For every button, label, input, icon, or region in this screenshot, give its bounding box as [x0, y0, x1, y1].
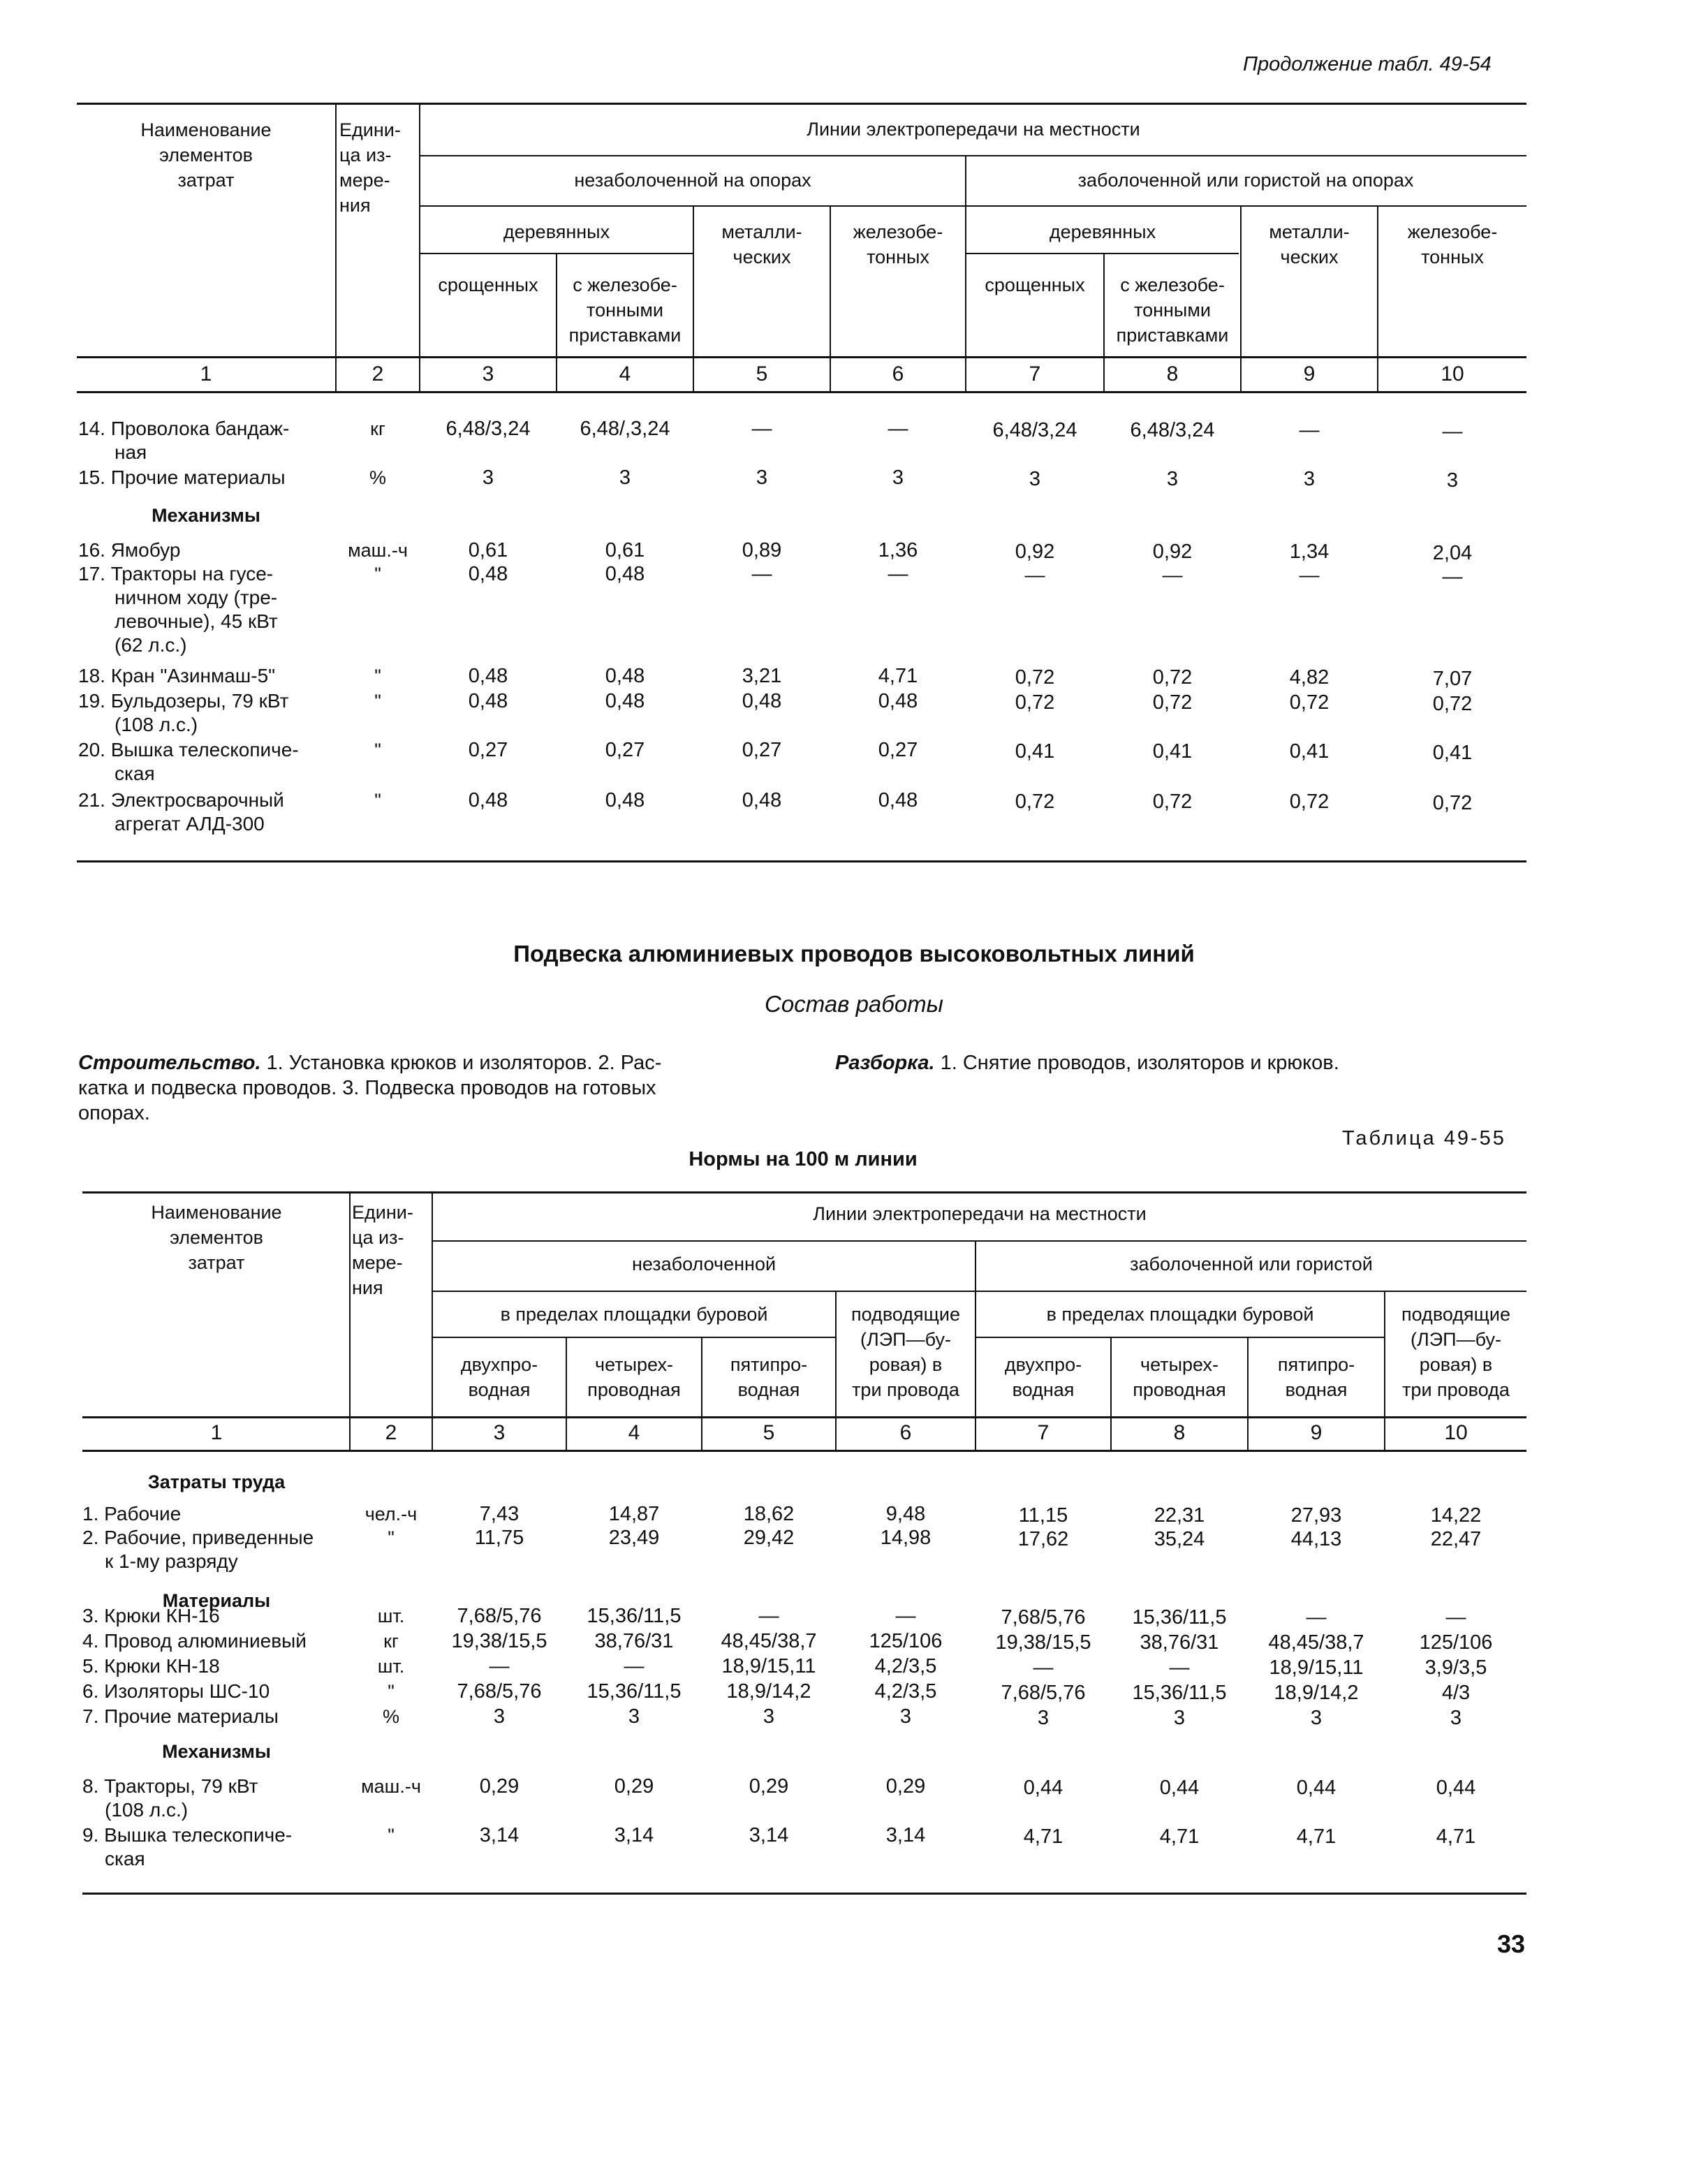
- table-cell: 38,76/31: [1140, 1631, 1219, 1654]
- t1-vrule-1: [335, 105, 337, 391]
- table-cell: 3: [763, 1705, 775, 1728]
- row-unit: ": [388, 1681, 395, 1702]
- row-unit: кг: [383, 1631, 399, 1652]
- t1-colnum-7: 7: [1029, 362, 1041, 385]
- table-cell: 3,14: [614, 1824, 654, 1846]
- table-cell: 0,72: [1152, 791, 1193, 813]
- table-cell: 44,13: [1290, 1528, 1342, 1550]
- table-cell: 3: [1037, 1707, 1050, 1729]
- table-cell: 3: [1173, 1707, 1186, 1729]
- work-composition-title: Состав работы: [765, 991, 943, 1017]
- table-cell: 4,71: [1023, 1826, 1063, 1848]
- table-cell: 0,72: [1289, 791, 1330, 813]
- table-cell: —: [1442, 420, 1463, 443]
- t1-h-wooden-b: деревянных: [1049, 221, 1156, 242]
- table-cell: 4,2/3,5: [874, 1680, 937, 1703]
- t2-bottom-rule: [82, 1893, 1526, 1895]
- construction-label: Строительство.: [78, 1052, 261, 1074]
- t1-h-name-3: затрат: [177, 170, 235, 191]
- row-label: к 1-му разряду: [105, 1550, 238, 1572]
- table-cell: 18,9/15,11: [721, 1655, 816, 1677]
- dismantle-label: Разборка.: [835, 1052, 935, 1074]
- row-label: (108 л.с.): [115, 714, 198, 735]
- table-cell: 0,44: [1023, 1777, 1063, 1799]
- row-label: левочные), 45 кВт: [115, 610, 278, 632]
- table-cell: 15,36/11,5: [587, 1680, 682, 1703]
- table-cell: 48,45/38,7: [721, 1630, 817, 1652]
- table-cell: 3,14: [885, 1824, 926, 1846]
- table-cell: —: [489, 1655, 510, 1677]
- norms-title: Нормы на 100 м линии: [689, 1148, 918, 1170]
- row-label: 21. Электросварочный: [78, 789, 284, 811]
- t2-h-two-b-1: двухпро-: [1004, 1354, 1082, 1375]
- t1-vrule-2: [419, 105, 420, 391]
- t2-colnum-7: 7: [1037, 1421, 1050, 1444]
- t2-h-five-a-1: пятипро-: [730, 1354, 808, 1375]
- t2-h-five-b-1: пятипро-: [1277, 1354, 1355, 1375]
- table-cell: 15,36/11,5: [587, 1605, 682, 1627]
- table-cell: 0,72: [1015, 666, 1055, 689]
- table-cell: 0,72: [1152, 666, 1193, 689]
- row-unit: маш.-ч: [348, 540, 408, 561]
- row-label: 20. Вышка телескопиче-: [78, 739, 299, 761]
- t1-h-unswamped: незаболоченной на опорах: [574, 170, 811, 191]
- table-cell: 7,68/5,76: [457, 1680, 542, 1703]
- table-cell: 19,38/15,5: [451, 1630, 547, 1652]
- t2-h-leading-b-4: три провода: [1402, 1379, 1510, 1400]
- t1-h-wooden-a: деревянных: [503, 221, 610, 242]
- row-label: 3. Крюки КН-16: [82, 1605, 220, 1626]
- t1-colnum-3: 3: [482, 362, 494, 385]
- table-cell: 0,48: [878, 690, 918, 712]
- t2-vrule-1: [349, 1193, 351, 1450]
- t1-h-with-b-2: тонными: [1134, 300, 1211, 321]
- t2-h-unit-1: Едини-: [352, 1202, 413, 1223]
- table-cell: 19,38/15,5: [995, 1631, 1091, 1654]
- row-label: 4. Провод алюминиевый: [82, 1630, 307, 1652]
- table-cell: 22,47: [1430, 1528, 1482, 1550]
- table-cell: 7,68/5,76: [457, 1605, 542, 1627]
- t2-h-leading-a-3: ровая) в: [869, 1354, 943, 1375]
- table-cell: 0,48: [468, 665, 508, 687]
- t2-h-leading-a-4: три провода: [852, 1379, 959, 1400]
- row-label: 7. Прочие материалы: [82, 1705, 279, 1727]
- t2-h-leading-a-2: (ЛЭП—бу-: [860, 1329, 951, 1350]
- table-cell: 0,27: [742, 739, 782, 761]
- row-unit: шт.: [377, 1606, 405, 1626]
- table-cell: 125/106: [869, 1630, 943, 1652]
- t1-h-concrete-a-2: тонных: [867, 247, 929, 267]
- continuation-label: Продолжение табл. 49-54: [1243, 53, 1492, 75]
- t2-h-four-a-1: четырех-: [595, 1354, 673, 1375]
- table-cell: 6,48/3,24: [992, 419, 1077, 441]
- table-cell: 3: [892, 467, 904, 489]
- t1-h-lines: Линии электропередачи на местности: [807, 119, 1140, 140]
- t1-colnum-4: 4: [619, 362, 631, 385]
- row-unit: ": [374, 790, 381, 811]
- table-cell: 15,36/11,5: [1132, 1606, 1227, 1629]
- table-cell: 22,31: [1154, 1504, 1205, 1527]
- table-cell: 3: [899, 1705, 912, 1728]
- table-cell: 0,29: [614, 1775, 654, 1798]
- t1-colnum-1: 1: [200, 362, 212, 385]
- table-cell: 1,34: [1289, 541, 1330, 563]
- table-cell: 0,27: [468, 739, 508, 761]
- table-cell: 0,61: [468, 539, 508, 561]
- table-cell: 0,41: [1015, 740, 1055, 763]
- t2-section-mechanisms: Механизмы: [162, 1741, 271, 1762]
- table-cell: 0,44: [1159, 1777, 1200, 1799]
- t2-h-four-b-1: четырех-: [1140, 1354, 1219, 1375]
- t1-h-concrete-b-2: тонных: [1421, 247, 1484, 267]
- t1-h-unit-2: ца из-: [339, 145, 392, 166]
- t2-colnum-6: 6: [899, 1421, 912, 1444]
- table-cell: 4,82: [1289, 666, 1330, 689]
- row-unit: ": [374, 740, 381, 761]
- table-cell: 0,27: [878, 739, 918, 761]
- t2-h-five-a-2: водная: [737, 1379, 800, 1400]
- table-cell: 6,48/3,24: [446, 418, 531, 440]
- table-cell: 4,71: [878, 665, 918, 687]
- row-unit: чел.-ч: [365, 1504, 418, 1525]
- table-cell: 0,72: [1432, 693, 1473, 715]
- table-cell: 0,29: [749, 1775, 789, 1798]
- t1-h-with-b-3: приставками: [1116, 325, 1229, 346]
- table-cell: 0,41: [1289, 740, 1330, 763]
- table-cell: 3: [1446, 469, 1459, 492]
- t2-h-within-b: в пределах площадки буровой: [1046, 1304, 1314, 1325]
- row-label: ская: [105, 1848, 145, 1870]
- t1-colnum-9: 9: [1303, 362, 1316, 385]
- t2-section-materials: Материалы: [162, 1590, 271, 1611]
- t2-rule-nums-bottom: [82, 1450, 1526, 1452]
- row-label: 9. Вышка телескопиче-: [82, 1824, 293, 1846]
- table-cell: 14,87: [608, 1503, 660, 1525]
- t1-top-rule: [77, 103, 1526, 105]
- row-unit: ": [374, 564, 381, 585]
- row-label: 2. Рабочие, приведенные: [82, 1527, 314, 1548]
- t1-rule-nums-top: [77, 356, 1526, 358]
- table-cell: —: [895, 1605, 916, 1627]
- row-label: 17. Тракторы на гусе-: [78, 563, 274, 585]
- t2-h-leading-a-1: подводящие: [851, 1304, 960, 1325]
- t1-h-unit-4: ния: [339, 195, 371, 216]
- table-cell: 35,24: [1154, 1528, 1205, 1550]
- t1-h-metal-b-2: ческих: [1280, 247, 1339, 267]
- table-cell: 7,07: [1432, 668, 1473, 690]
- construction-line-2: катка и подвеска проводов. 3. Подвеска проводов на готовых: [78, 1077, 656, 1099]
- table-cell: 0,29: [479, 1775, 520, 1798]
- table-cell: 0,41: [1152, 740, 1193, 763]
- row-unit: маш.-ч: [361, 1776, 421, 1797]
- t1-h-spliced-b: срощенных: [985, 274, 1085, 295]
- row-label: 8. Тракторы, 79 кВт: [82, 1775, 258, 1797]
- t2-h-name-2: элементов: [170, 1227, 263, 1248]
- t2-colnum-4: 4: [628, 1421, 640, 1444]
- t1-h-metal-a-1: металли-: [721, 221, 802, 242]
- table-cell: 6,48/3,24: [1130, 419, 1215, 441]
- t1-h-unit-1: Едини-: [339, 119, 401, 140]
- t1-colnum-10: 10: [1441, 362, 1464, 385]
- t1-h-unit-3: мере-: [339, 170, 390, 191]
- row-unit: %: [369, 467, 386, 488]
- table-cell: 11,15: [1018, 1504, 1068, 1527]
- t1-rule-lines: [420, 155, 1526, 156]
- page-number: 33: [1497, 1930, 1526, 1958]
- table-cell: —: [1169, 1657, 1190, 1679]
- table-cell: 0,48: [742, 789, 782, 811]
- table-cell: 2,04: [1432, 542, 1473, 564]
- row-label: 14. Проволока бандаж-: [78, 418, 290, 439]
- table-cell: 1,36: [878, 539, 918, 561]
- table-cell: 0,72: [1152, 691, 1193, 714]
- t1-section-mechanisms: Механизмы: [152, 505, 260, 526]
- row-label: ная: [115, 441, 147, 463]
- table-cell: 18,62: [743, 1503, 795, 1525]
- table-cell: 17,62: [1017, 1528, 1069, 1550]
- table-cell: 4,71: [1296, 1826, 1337, 1848]
- row-unit: %: [382, 1706, 399, 1727]
- table-cell: 7,68/5,76: [1001, 1606, 1086, 1629]
- t2-section-labor: Затраты труда: [147, 1471, 286, 1492]
- table-cell: 18,9/15,11: [1269, 1657, 1364, 1679]
- table-cell: 0,27: [605, 739, 645, 761]
- table-cell: 29,42: [743, 1527, 795, 1549]
- table-cell: 15,36/11,5: [1132, 1682, 1227, 1704]
- table-cell: 0,89: [742, 539, 782, 561]
- table-cell: 3: [619, 467, 631, 489]
- t1-h-concrete-a-1: железобе-: [853, 221, 943, 242]
- table-cell: 14,22: [1430, 1504, 1482, 1527]
- table-cell: 0,48: [742, 690, 782, 712]
- table-cell: 18,9/14,2: [1274, 1682, 1359, 1704]
- t2-h-unit-4: ния: [352, 1277, 383, 1298]
- row-label: (62 л.с.): [115, 634, 187, 656]
- t1-colnum-5: 5: [756, 362, 768, 385]
- table-cell: —: [1299, 419, 1320, 441]
- table-cell: 0,44: [1436, 1777, 1476, 1799]
- table-cell: 38,76/31: [594, 1630, 674, 1652]
- table-cell: 27,93: [1290, 1504, 1342, 1527]
- t2-h-four-a-2: проводная: [587, 1379, 681, 1400]
- table-cell: 23,49: [608, 1527, 660, 1549]
- t2-h-name-3: затрат: [188, 1252, 245, 1273]
- t2-rule-terrain: [433, 1291, 1526, 1292]
- t2-h-lines: Линии электропередачи на местности: [813, 1203, 1147, 1224]
- construction-text-1: 1. Установка крюков и изоляторов. 2. Рас-: [260, 1052, 662, 1074]
- table-cell: 3: [1450, 1707, 1462, 1729]
- table-cell: 4,2/3,5: [874, 1655, 937, 1677]
- table-cell: —: [1024, 564, 1045, 587]
- t2-colnum-3: 3: [493, 1421, 506, 1444]
- table-cell: 3: [1029, 468, 1041, 490]
- dismantle-text: 1. Снятие проводов, изоляторов и крюков.: [934, 1052, 1339, 1074]
- table-cell: 3: [1303, 468, 1316, 490]
- t2-h-two-b-2: водная: [1012, 1379, 1075, 1400]
- t1-h-metal-b-1: металли-: [1269, 221, 1350, 242]
- row-label: 1. Рабочие: [82, 1503, 182, 1525]
- construction-line-1: [78, 1050, 661, 1075]
- row-label: (108 л.с.): [105, 1799, 189, 1821]
- t2-h-two-a-1: двухпро-: [460, 1354, 538, 1375]
- table-cell: 0,92: [1152, 541, 1193, 563]
- table-cell: 0,29: [885, 1775, 926, 1798]
- table-cell: —: [1306, 1606, 1327, 1629]
- row-label: ская: [115, 763, 155, 784]
- t1-colnum-6: 6: [892, 362, 904, 385]
- table-cell: 0,61: [605, 539, 645, 561]
- table-cell: 3,9/3,5: [1424, 1657, 1487, 1679]
- table-cell: 0,48: [468, 563, 508, 585]
- table-cell: 18,9/14,2: [726, 1680, 811, 1703]
- table-cell: 14,98: [880, 1527, 932, 1549]
- row-unit: ": [388, 1825, 395, 1846]
- table-cell: —: [1299, 564, 1320, 587]
- table-cell: —: [751, 563, 772, 585]
- table-cell: 0,72: [1015, 791, 1055, 813]
- t2-top-rule: [82, 1191, 1526, 1193]
- t2-h-unit-3: мере-: [352, 1252, 403, 1273]
- t1-h-name-2: элементов: [159, 145, 253, 166]
- t2-rule-within-a: [433, 1337, 835, 1338]
- table-cell: 4,71: [1436, 1826, 1476, 1848]
- row-unit: ": [388, 1527, 395, 1548]
- table-cell: 0,48: [605, 690, 645, 712]
- table-cell: 3: [1166, 468, 1179, 490]
- table-cell: 3,14: [479, 1824, 520, 1846]
- t2-colnum-1: 1: [210, 1421, 223, 1444]
- row-label: 18. Кран "Азинмаш-5": [78, 665, 276, 686]
- row-unit: шт.: [377, 1656, 405, 1677]
- table-cell: 3,21: [742, 665, 782, 687]
- table-cell: 0,72: [1289, 691, 1330, 714]
- row-label: 15. Прочие материалы: [78, 467, 286, 488]
- t1-h-with-b-1: с железобе-: [1120, 274, 1225, 295]
- table-cell: 7,68/5,76: [1001, 1682, 1086, 1704]
- table-cell: —: [1033, 1657, 1054, 1679]
- t1-h-with-a-3: приставками: [568, 325, 682, 346]
- table-cell: 4/3: [1441, 1682, 1471, 1704]
- t2-h-name-1: Наименование: [151, 1202, 282, 1223]
- t2-h-five-b-2: водная: [1285, 1379, 1348, 1400]
- table-cell: —: [624, 1655, 645, 1677]
- t2-colnum-9: 9: [1310, 1421, 1323, 1444]
- table-cell: 11,75: [474, 1527, 524, 1549]
- t1-colnum-2: 2: [371, 362, 384, 385]
- t2-h-swamped: заболоченной или гористой: [1130, 1254, 1373, 1275]
- table-label-49-55: Таблица 49-55: [1342, 1127, 1506, 1149]
- row-label: 19. Бульдозеры, 79 кВт: [78, 690, 289, 712]
- t1-h-metal-a-2: ческих: [732, 247, 791, 267]
- t1-rule-wooden-b: [966, 253, 1239, 254]
- table-cell: 48,45/38,7: [1268, 1631, 1364, 1654]
- row-label: агрегат АЛД-300: [115, 813, 265, 835]
- row-label: 16. Ямобур: [78, 539, 181, 561]
- t2-h-leading-b-1: подводящие: [1401, 1304, 1510, 1325]
- t2-h-unswamped: незаболоченной: [631, 1254, 776, 1275]
- row-label: 5. Крюки КН-18: [82, 1655, 220, 1677]
- t2-rule-lines: [433, 1240, 1526, 1242]
- table-cell: —: [888, 418, 908, 440]
- construction-line-3: опорах.: [78, 1102, 150, 1124]
- t2-h-four-b-2: проводная: [1133, 1379, 1226, 1400]
- table-cell: 3,14: [749, 1824, 789, 1846]
- table-cell: 4,71: [1159, 1826, 1200, 1848]
- t1-h-swamped: заболоченной или гористой на опорах: [1077, 170, 1414, 191]
- t1-rule-nums-bottom: [77, 391, 1526, 393]
- table-cell: —: [1445, 1606, 1466, 1629]
- row-unit: ": [374, 666, 381, 686]
- t2-colnum-5: 5: [763, 1421, 775, 1444]
- row-unit: кг: [370, 418, 385, 439]
- table-cell: —: [1442, 566, 1463, 588]
- table-cell: —: [1162, 564, 1183, 587]
- table-cell: —: [758, 1605, 779, 1627]
- table-cell: 0,48: [468, 690, 508, 712]
- t2-h-unit-2: ца из-: [352, 1227, 404, 1248]
- t1-rule-terrain: [420, 205, 1526, 207]
- t2-rule-within-b: [976, 1337, 1384, 1338]
- row-unit: ": [374, 691, 381, 712]
- table-cell: 3: [628, 1705, 640, 1728]
- table-cell: 0,48: [878, 789, 918, 811]
- table-cell: 6,48/,3,24: [580, 418, 670, 440]
- t1-h-spliced-a: срощенных: [438, 274, 538, 295]
- table-cell: 125/106: [1419, 1631, 1493, 1654]
- table-cell: 0,48: [605, 665, 645, 687]
- t2-colnum-2: 2: [385, 1421, 397, 1444]
- t1-h-with-a-2: тонными: [587, 300, 663, 321]
- table-cell: 0,72: [1015, 691, 1055, 714]
- t1-colnum-8: 8: [1166, 362, 1179, 385]
- dismantle-line: [835, 1050, 1339, 1075]
- t1-h-name-1: Наименование: [140, 119, 272, 140]
- table-cell: 0,72: [1432, 792, 1473, 814]
- t2-h-leading-b-2: (ЛЭП—бу-: [1411, 1329, 1501, 1350]
- t1-h-with-a-1: с железобе-: [573, 274, 677, 295]
- t2-h-within-a: в пределах площадки буровой: [500, 1304, 768, 1325]
- table-cell: 0,44: [1296, 1777, 1337, 1799]
- t2-colnum-8: 8: [1173, 1421, 1186, 1444]
- table-cell: 3: [482, 467, 494, 489]
- table-cell: 0,41: [1432, 742, 1473, 764]
- t2-h-leading-b-3: ровая) в: [1419, 1354, 1493, 1375]
- table-cell: 0,48: [605, 563, 645, 585]
- table-cell: 0,48: [468, 789, 508, 811]
- table-cell: 3: [756, 467, 768, 489]
- table-cell: 3: [1310, 1707, 1323, 1729]
- table-cell: —: [751, 418, 772, 440]
- table-cell: —: [888, 563, 908, 585]
- row-label: 6. Изоляторы ШС-10: [82, 1680, 270, 1702]
- table-cell: 9,48: [885, 1503, 926, 1525]
- row-label: ничном ходу (тре-: [115, 587, 278, 608]
- table-cell: 0,92: [1015, 541, 1055, 563]
- section-title: Подвеска алюминиевых проводов высоковольтных линий: [513, 941, 1195, 967]
- table-cell: 0,48: [605, 789, 645, 811]
- t1-bottom-rule: [77, 860, 1526, 862]
- table-cell: 3: [493, 1705, 506, 1728]
- t2-colnum-10: 10: [1444, 1421, 1468, 1444]
- table-cell: 7,43: [479, 1503, 520, 1525]
- t2-rule-nums-top: [82, 1416, 1526, 1418]
- t2-h-two-a-2: водная: [468, 1379, 531, 1400]
- t1-h-concrete-b-1: железобе-: [1407, 221, 1498, 242]
